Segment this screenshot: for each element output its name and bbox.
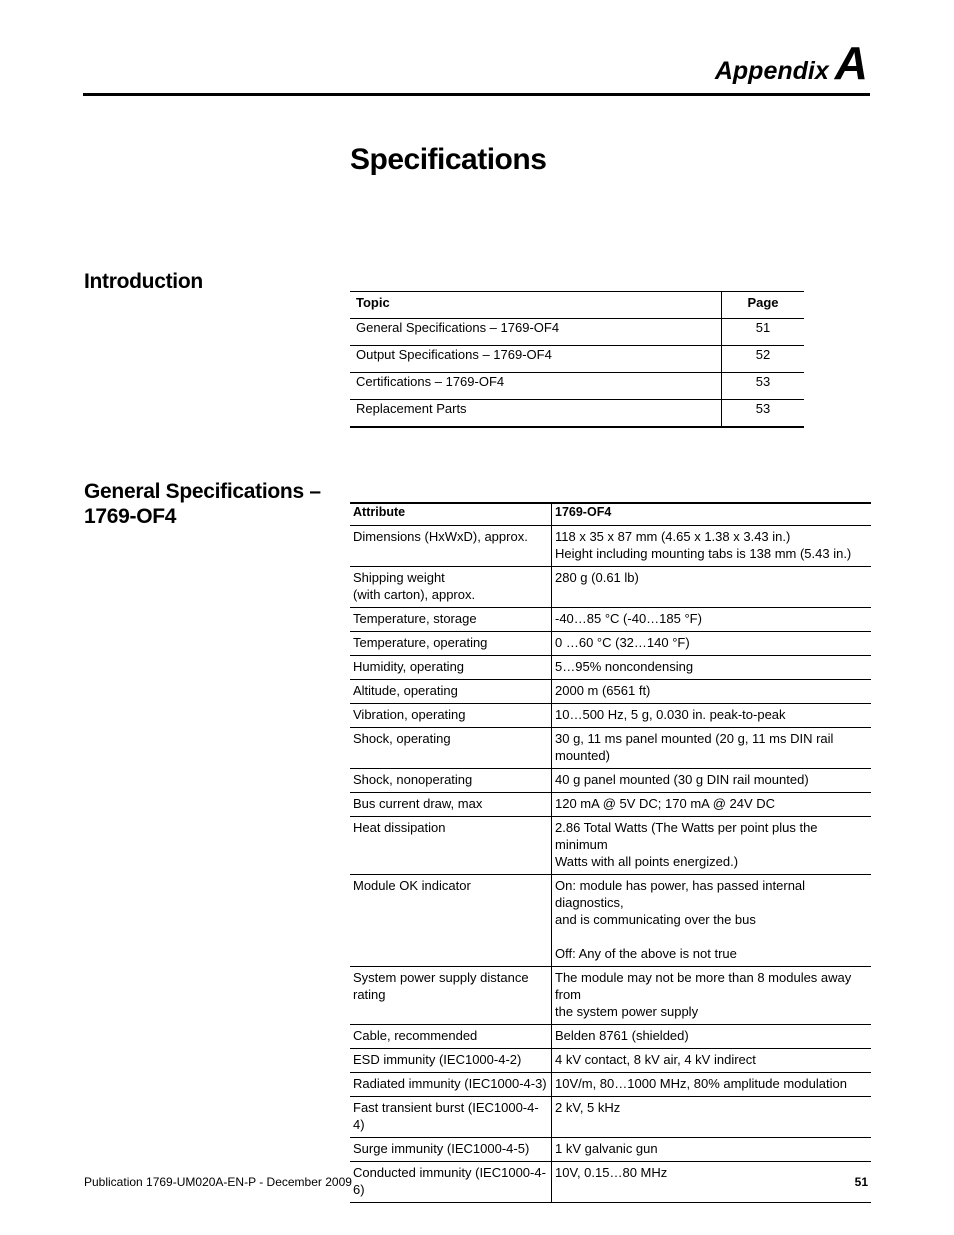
attribute-cell bbox=[350, 680, 552, 704]
table-row bbox=[350, 1162, 871, 1203]
topic-column-header: Topic bbox=[350, 292, 722, 319]
attribute-cell bbox=[350, 793, 552, 817]
cell-line: Fast transient burst (IEC1000-4-4) bbox=[353, 1100, 539, 1132]
cell-line: Belden 8761 (shielded) bbox=[555, 1028, 689, 1043]
table-row bbox=[350, 1073, 871, 1097]
table-row bbox=[350, 656, 871, 680]
cell-line: 118 x 35 x 87 mm (4.65 x 1.38 x 3.43 in.) bbox=[555, 529, 791, 544]
cell-line: 10V, 0.15…80 MHz bbox=[555, 1165, 668, 1180]
cell-line: 5…95% noncondensing bbox=[555, 659, 694, 674]
topic-cell: Output Specifications – 1769-OF4 bbox=[350, 346, 722, 373]
table-row bbox=[350, 967, 871, 1025]
cell-line: 30 g, 11 ms panel mounted (20 g, 11 ms DIN rail bbox=[555, 731, 834, 746]
attribute-cell bbox=[350, 567, 552, 608]
cell-line: On: module has power, has passed internal diagnostics, bbox=[555, 878, 806, 910]
cell-line: Radiated immunity (IEC1000-4-3) bbox=[353, 1076, 547, 1091]
general-specifications-heading bbox=[84, 479, 321, 529]
value-cell bbox=[552, 608, 872, 632]
value-cell bbox=[552, 1073, 872, 1097]
cell-line bbox=[555, 928, 868, 945]
attribute-cell bbox=[350, 1097, 552, 1138]
cell-line: Conducted immunity (IEC1000-4-6) bbox=[353, 1165, 546, 1197]
attribute-cell bbox=[350, 704, 552, 728]
table-row bbox=[350, 1049, 871, 1073]
value-cell bbox=[552, 656, 872, 680]
topic-cell: Certifications – 1769-OF4 bbox=[350, 373, 722, 400]
cell-line: System power supply distance bbox=[353, 970, 529, 985]
table-row bbox=[350, 400, 804, 428]
cell-line: Bus current draw, max bbox=[353, 796, 483, 811]
table-row bbox=[350, 346, 804, 373]
attribute-cell bbox=[350, 967, 552, 1025]
topic-table bbox=[350, 291, 804, 428]
specifications-table bbox=[350, 502, 871, 1203]
value-cell bbox=[552, 567, 872, 608]
attribute-cell bbox=[350, 1073, 552, 1097]
cell-line: Dimensions (HxWxD), approx. bbox=[353, 529, 528, 544]
page-number: 51 bbox=[854, 1175, 868, 1189]
value-cell bbox=[552, 1097, 872, 1138]
value-cell bbox=[552, 793, 872, 817]
appendix-heading bbox=[715, 36, 868, 90]
cell-line: 0 …60 °C (32…140 °F) bbox=[555, 635, 690, 650]
cell-line: 280 g (0.61 lb) bbox=[555, 570, 639, 585]
attribute-cell bbox=[350, 1138, 552, 1162]
cell-line: Watts with all points energized.) bbox=[555, 854, 739, 869]
cell-line: Cable, recommended bbox=[353, 1028, 478, 1043]
publication-footer: Publication 1769-UM020A-EN-P - December 2009 bbox=[84, 1175, 352, 1189]
table-row bbox=[350, 526, 871, 567]
table-row bbox=[350, 567, 871, 608]
cell-line: 2 kV, 5 kHz bbox=[555, 1100, 621, 1115]
cell-line: -40…85 °C (-40…185 °F) bbox=[555, 611, 702, 626]
attribute-cell bbox=[350, 608, 552, 632]
table-header-row bbox=[350, 292, 804, 319]
value-cell bbox=[552, 704, 872, 728]
appendix-letter: A bbox=[834, 37, 868, 89]
heading-line: 1769-OF4 bbox=[84, 505, 177, 528]
cell-line: Off: Any of the above is not true bbox=[555, 946, 737, 961]
table-row bbox=[350, 1097, 871, 1138]
attribute-cell bbox=[350, 1025, 552, 1049]
table-row bbox=[350, 793, 871, 817]
topic-cell: Replacement Parts bbox=[356, 401, 467, 416]
cell-line: 40 g panel mounted (30 g DIN rail mounted) bbox=[555, 772, 809, 787]
cell-line: Shock, nonoperating bbox=[353, 772, 473, 787]
table-row bbox=[350, 728, 871, 769]
cell-line: Heat dissipation bbox=[353, 820, 446, 835]
page-title: Specifications bbox=[350, 143, 547, 176]
table-header-row bbox=[350, 503, 871, 526]
value-cell bbox=[552, 1025, 872, 1049]
introduction-heading: Introduction bbox=[84, 270, 203, 293]
cell-line: 1 kV galvanic gun bbox=[555, 1141, 658, 1156]
table-row bbox=[350, 373, 804, 400]
cell-line: 2.86 Total Watts (The Watts per point plus the minimum bbox=[555, 820, 818, 852]
attribute-cell bbox=[350, 632, 552, 656]
cell-line: Shock, operating bbox=[353, 731, 451, 746]
page-column-header: Page bbox=[722, 292, 805, 319]
cell-line: Humidity, operating bbox=[353, 659, 465, 674]
value-cell bbox=[552, 526, 872, 567]
table-row bbox=[350, 632, 871, 656]
cell-line: and is communicating over the bus bbox=[555, 912, 756, 927]
table-row bbox=[350, 817, 871, 875]
cell-line: (with carton), approx. bbox=[353, 587, 476, 602]
cell-line: rating bbox=[353, 987, 386, 1002]
table-row bbox=[350, 875, 871, 967]
table-row bbox=[350, 1138, 871, 1162]
cell-line: 4 kV contact, 8 kV air, 4 kV indirect bbox=[555, 1052, 756, 1067]
cell-line: 10V/m, 80…1000 MHz, 80% amplitude modulation bbox=[555, 1076, 847, 1091]
heading-line: General Specifications – bbox=[84, 480, 321, 503]
attribute-cell bbox=[350, 769, 552, 793]
cell-line: The module may not be more than 8 modules away from bbox=[555, 970, 852, 1002]
table-row bbox=[350, 769, 871, 793]
value-cell bbox=[552, 728, 872, 769]
cell-line: 120 mA @ 5V DC; 170 mA @ 24V DC bbox=[555, 796, 776, 811]
header-rule bbox=[83, 93, 870, 96]
value-cell bbox=[552, 1049, 872, 1073]
cell-line: the system power supply bbox=[555, 1004, 699, 1019]
value-cell bbox=[552, 817, 872, 875]
cell-line: Surge immunity (IEC1000-4-5) bbox=[353, 1141, 530, 1156]
cell-line: 10…500 Hz, 5 g, 0.030 in. peak-to-peak bbox=[555, 707, 786, 722]
table-row bbox=[350, 319, 804, 346]
cell-line: mounted) bbox=[555, 748, 610, 763]
cell-line: Vibration, operating bbox=[353, 707, 466, 722]
attribute-cell bbox=[350, 728, 552, 769]
topic-cell: General Specifications – 1769-OF4 bbox=[350, 319, 722, 346]
value-cell bbox=[552, 967, 872, 1025]
table-row bbox=[350, 680, 871, 704]
attribute-cell bbox=[350, 526, 552, 567]
table-row bbox=[350, 704, 871, 728]
cell-line: Altitude, operating bbox=[353, 683, 458, 698]
cell-line: 2000 m (6561 ft) bbox=[555, 683, 651, 698]
value-cell bbox=[552, 680, 872, 704]
cell-line: Shipping weight bbox=[353, 570, 445, 585]
appendix-word: Appendix bbox=[714, 57, 829, 85]
attribute-column-header: Attribute bbox=[350, 503, 552, 526]
cell-line: Temperature, operating bbox=[353, 635, 488, 650]
cell-line: Module OK indicator bbox=[353, 878, 471, 893]
value-cell bbox=[552, 769, 872, 793]
value-cell bbox=[552, 632, 872, 656]
value-cell bbox=[552, 1138, 872, 1162]
value-cell bbox=[552, 875, 872, 967]
page-cell: 52 bbox=[722, 346, 805, 373]
attribute-cell bbox=[350, 1049, 552, 1073]
cell-line: Height including mounting tabs is 138 mm (5.43 in.) bbox=[555, 546, 852, 561]
page-cell: 53 bbox=[722, 373, 805, 400]
cell-line: Temperature, storage bbox=[353, 611, 477, 626]
cell-line: ESD immunity (IEC1000-4-2) bbox=[353, 1052, 522, 1067]
value-column-header: 1769-OF4 bbox=[552, 503, 872, 526]
table-row bbox=[350, 608, 871, 632]
attribute-cell bbox=[350, 875, 552, 967]
page-cell: 51 bbox=[722, 319, 805, 346]
value-cell bbox=[552, 1162, 872, 1203]
attribute-cell bbox=[350, 656, 552, 680]
attribute-cell bbox=[350, 1162, 552, 1203]
attribute-cell bbox=[350, 817, 552, 875]
table-row bbox=[350, 1025, 871, 1049]
page-cell: 53 bbox=[722, 400, 805, 428]
